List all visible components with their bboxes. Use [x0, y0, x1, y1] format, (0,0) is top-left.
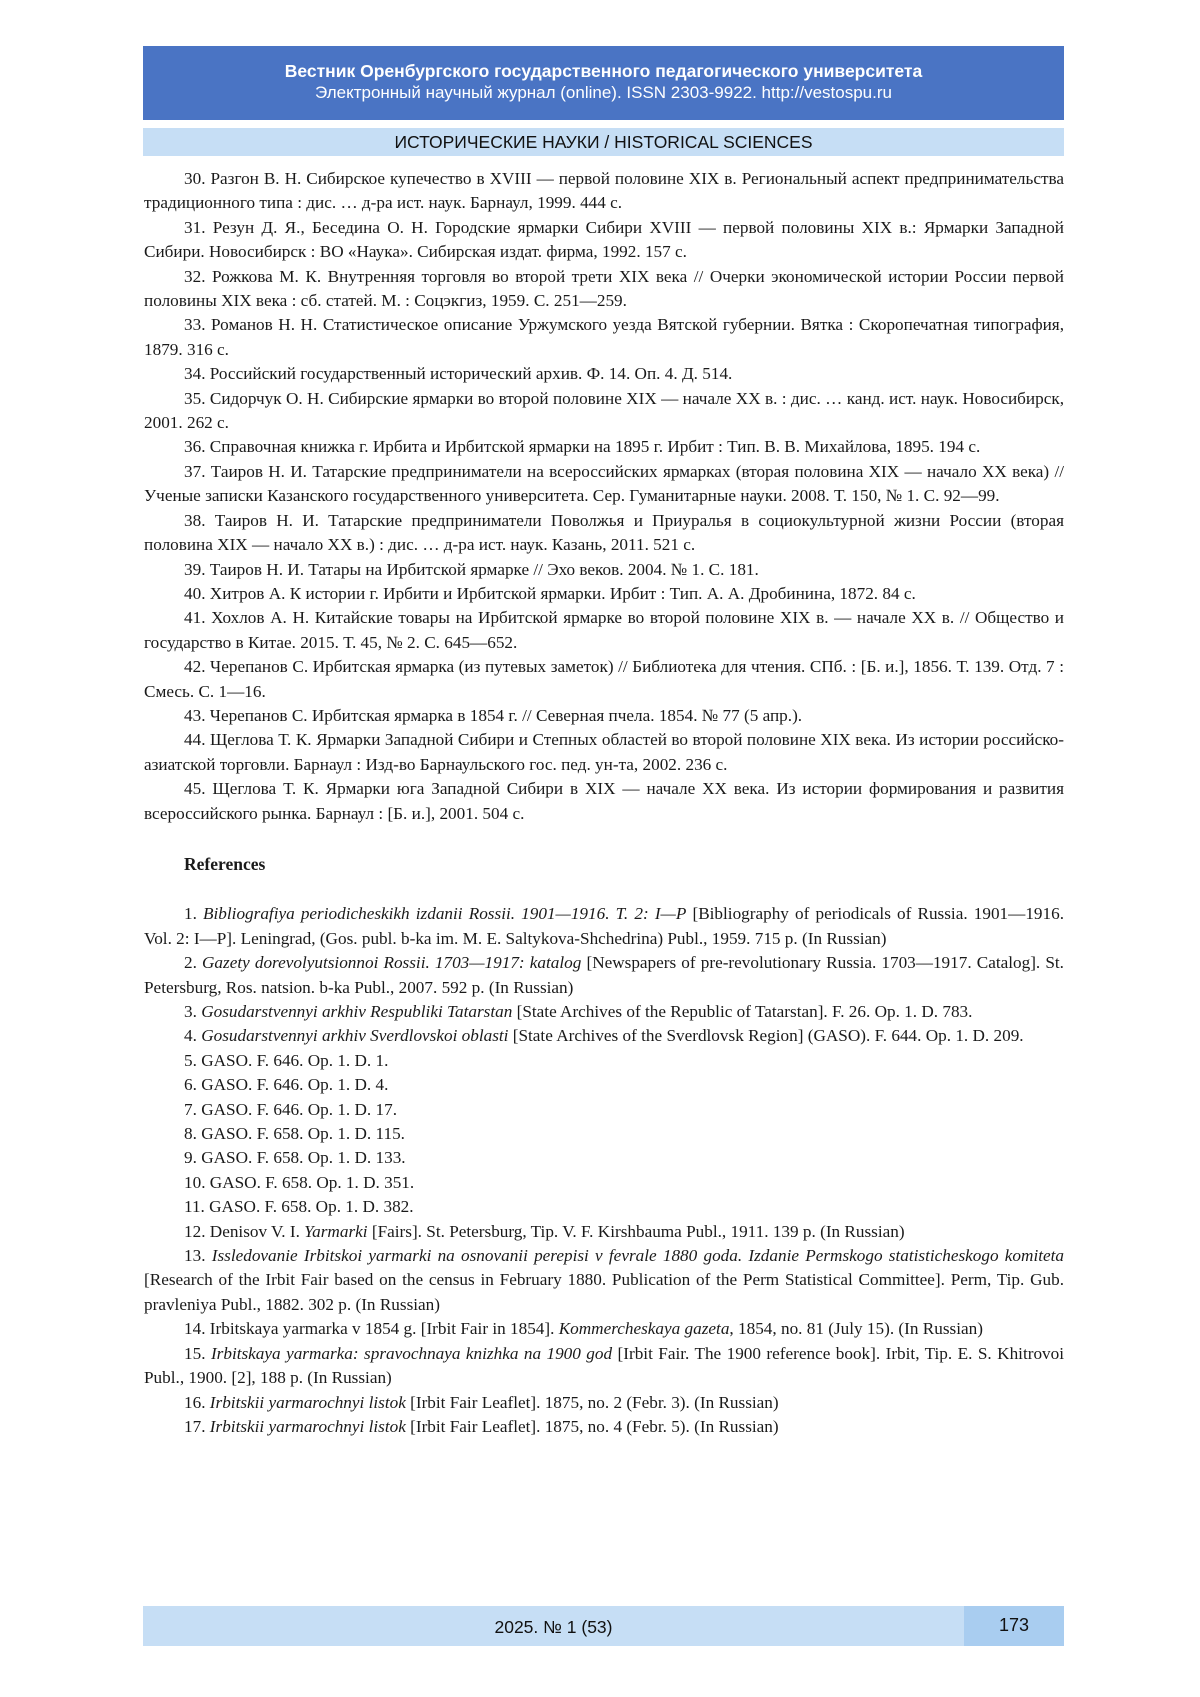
reference-item — [144, 1244, 1064, 1317]
issue-number: 2025. № 1 (53) — [494, 1617, 613, 1637]
reference-item — [144, 1049, 1064, 1073]
reference-item — [144, 1220, 1064, 1244]
reference-item: 39. Таиров Н. И. Татары на Ирбитской ярмарке // Эхо веков. 2004. № 1. С. 181. — [184, 559, 759, 579]
reference-text: 15. — [184, 1343, 211, 1363]
reference-text: 6. GASO. F. 646. Op. 1. D. 4. — [184, 1075, 389, 1095]
journal-subtitle: Электронный научный журнал (online). ISSN 2303-9922. http://vestospu.ru — [315, 83, 892, 102]
reference-text: 14. Irbitskaya yarmarka v 1854 g. [Irbit Fair in 1854]. — [184, 1319, 559, 1339]
references-ru-list — [144, 167, 1064, 826]
reference-title: Bibliografiya periodicheskikh izdanii Rossii. 1901—1916. T. 2: I—P — [203, 904, 687, 924]
reference-title: Irbitskaya yarmarka: spravochnaya knizhka na 1900 god — [210, 1343, 613, 1363]
reference-item — [144, 1122, 1064, 1146]
reference-text: [Irbit Fair Leaflet]. 1875, no. 2 (Febr. 3). (In Russian) — [405, 1392, 779, 1412]
reference-title: Irbitskii yarmarochnyi listok — [209, 1392, 406, 1412]
journal-title: Вестник Оренбургского государственного педагогического университета — [284, 61, 923, 81]
reference-text: 10. GASO. F. 658. Op. 1. D. 351. — [184, 1172, 415, 1192]
reference-item: 41. Хохлов А. Н. Китайские товары на Ирбитской ярмарке во второй половине XIX в. — начале XX в. // Общество и государство в Китае. 2015. Т. 45, № 2. С. 645—652. — [144, 608, 1064, 652]
reference-text: 8. GASO. F. 658. Op. 1. D. 115. — [184, 1124, 405, 1144]
reference-item — [144, 1342, 1064, 1391]
reference-item — [144, 1391, 1064, 1415]
reference-item: 34. Российский государственный исторический архив. Ф. 14. Оп. 4. Д. 514. — [184, 364, 733, 384]
reference-text: , 1854, no. 81 (July 15). (In Russian) — [729, 1319, 983, 1339]
references-body — [144, 167, 1064, 1439]
reference-item: 44. Щеглова Т. К. Ярмарки Западной Сибири и Степных областей во второй половине XIX века. Из истории российско-азиатской торговли. Барнаул : Изд-во Барнаульского гос. пед. ун-та, 2002. 236 с. — [144, 730, 1064, 774]
reference-item — [144, 1000, 1064, 1024]
reference-text: 7. GASO. F. 646. Op. 1. D. 17. — [184, 1099, 398, 1119]
reference-item — [144, 1415, 1064, 1439]
reference-item: 40. Хитров А. К истории г. Ирбити и Ирбитской ярмарки. Ирбит : Тип. А. А. Дробинина, 1872. 84 с. — [184, 583, 916, 603]
reference-title: Irbitskii yarmarochnyi listok — [209, 1416, 406, 1436]
reference-item — [144, 1195, 1064, 1219]
reference-text: 1. — [184, 904, 204, 924]
reference-title: Issledovanie Irbitskoi yarmarki na osnovanii perepisi v fevrale 1880 goda. Izdanie Permskogo statisticheskogo komiteta — [211, 1246, 1064, 1266]
reference-item — [144, 951, 1064, 1000]
reference-item — [144, 1073, 1064, 1097]
reference-text: 11. GASO. F. 658. Op. 1. D. 382. — [184, 1197, 414, 1217]
reference-text: [State Archives of the Sverdlovsk Region] (GASO). F. 644. Op. 1. D. 209. — [508, 1026, 1024, 1046]
reference-text: 17. — [184, 1416, 210, 1436]
reference-item: 32. Рожкова М. К. Внутренняя торговля во второй трети XIX века // Очерки экономической истории России первой половины XIX века : сб. статей. М. : Соцэкгиз, 1959. С. 251—259. — [144, 266, 1064, 311]
reference-text: 3. — [184, 1002, 202, 1021]
reference-item: 31. Резун Д. Я., Беседина О. Н. Городские ярмарки Сибири XVIII — первой половины XIX в.: Ярмарки Западной Сибири. Новосибирск : ВО «Наука». Сибирская издат. фирма, 1992. 157 с. — [144, 217, 1064, 262]
reference-item: 38. Таиров Н. И. Татарские предприниматели Поволжья и Приуралья в социокультурной жизни России (вторая половина XIX — начало XX в.) : дис. … д-ра ист. наук. Казань, 2011. 521 с. — [144, 510, 1064, 555]
reference-text: 2. — [184, 953, 203, 973]
reference-text: [Fairs]. St. Petersburg, Tip. V. F. Kirshbauma Publ., 1911. 139 p. (In Russian) — [367, 1221, 905, 1241]
reference-text: [Newspapers of pre-revolutionary Russia. 1703—1917. Catalog]. St. Petersburg, Ros. natsion. b-ka Publ., 2007. 592 p. (In Russian) — [144, 953, 1064, 997]
reference-text: [Bibliography of periodicals of Russia. 1901—1916. Vol. 2: I—P]. Leningrad, (Gos. publ. b-ka im. M. E. Saltykova-Shchedrina) Publ., 1959. 715 p. (In Russian) — [144, 904, 1064, 948]
reference-text: [Research of the Irbit Fair based on the census in February 1880. Publication of the Perm Statistical Committee]. Perm, Tip. Gub. pravleniya Publ., 1882. 302 p. (In Russian) — [144, 1270, 1064, 1314]
reference-text: [State Archives of the Republic of Tatarstan]. F. 26. Op. 1. D. 783. — [512, 1002, 973, 1021]
references-heading: References — [184, 853, 266, 874]
reference-title: Gosudarstvennyi arkhiv Sverdlovskoi oblasti — [201, 1026, 509, 1046]
reference-title: Yarmarki — [304, 1221, 368, 1241]
reference-item — [144, 902, 1064, 951]
reference-text: 5. GASO. F. 646. Op. 1. D. 1. — [184, 1050, 389, 1070]
reference-item: 45. Щеглова Т. К. Ярмарки юга Западной Сибири в XIX — начале XX века. Из истории формирования и развития всероссийского рынка. Барнаул : [Б. и.], 2001. 504 с. — [144, 779, 1064, 823]
page-footer — [143, 1606, 1064, 1646]
reference-text: [Irbit Fair. The 1900 reference book]. Irbit, Tip. E. S. Khitrovoi Publ., 1900. [2], 188 p. (In Russian) — [144, 1343, 1064, 1388]
reference-item: 36. Справочная книжка г. Ирбита и Ирбитской ярмарки на 1895 г. Ирбит : Тип. В. В. Михайлова, 1895. 194 с. — [184, 437, 981, 457]
reference-item — [144, 1024, 1064, 1048]
reference-item: 43. Черепанов С. Ирбитская ярмарка в 1854 г. // Северная пчела. 1854. № 77 (5 апр.). — [184, 705, 803, 725]
reference-text: 4. — [184, 1026, 202, 1046]
reference-title: Kommercheskaya gazeta — [558, 1319, 730, 1339]
reference-text: 16. — [184, 1392, 210, 1412]
reference-text: [Irbit Fair Leaflet]. 1875, no. 4 (Febr. 5). (In Russian) — [405, 1416, 779, 1436]
reference-item: 35. Сидорчук О. Н. Сибирские ярмарки во второй половине XIX — начале XX в. : дис. … канд. ист. наук. Новосибирск, 2001. 262 с. — [144, 388, 1064, 433]
journal-header — [143, 46, 1064, 120]
reference-item — [144, 1171, 1064, 1195]
reference-item — [144, 1317, 1064, 1341]
reference-text: 9. GASO. F. 658. Op. 1. D. 133. — [184, 1148, 406, 1168]
page-number: 173 — [964, 1606, 1064, 1646]
reference-title: Gazety dorevolyutsionnoi Rossii. 1703—1917: katalog — [202, 953, 582, 973]
section-banner: ИСТОРИЧЕСКИЕ НАУКИ / HISTORICAL SCIENCES — [143, 128, 1064, 156]
reference-item: 30. Разгон В. Н. Сибирское купечество в XVIII — первой половине XIX в. Региональный аспект предпринимательства традиционного типа : дис. … д-ра ист. наук. Барнаул, 1999. 444 с. — [144, 169, 1064, 213]
reference-item — [144, 1146, 1064, 1170]
reference-item: 42. Черепанов С. Ирбитская ярмарка (из путевых заметок) // Библиотека для чтения. СПб. : [Б. и.], 1856. Т. 139. Отд. 7 : Смесь. С. 1—16. — [144, 657, 1064, 701]
reference-item: 37. Таиров Н. И. Татарские предприниматели на всероссийских ярмарках (вторая половина XIX — начало XX века) // Ученые записки Казанского государственного университета. Сер. Гуманитарные науки. 2008. Т. 150, № 1. С. 92—99. — [144, 461, 1064, 506]
reference-item: 33. Романов Н. Н. Статистическое описание Уржумского уезда Вятской губернии. Вятка : Скоропечатная типография, 1879. 316 с. — [144, 315, 1064, 359]
reference-item — [144, 1098, 1064, 1122]
reference-text: 12. Denisov V. I. — [184, 1221, 305, 1241]
reference-text: 13. — [184, 1246, 212, 1266]
reference-title: Gosudarstvennyi arkhiv Respubliki Tatarstan — [201, 1002, 513, 1021]
references-en-list — [144, 902, 1064, 1439]
